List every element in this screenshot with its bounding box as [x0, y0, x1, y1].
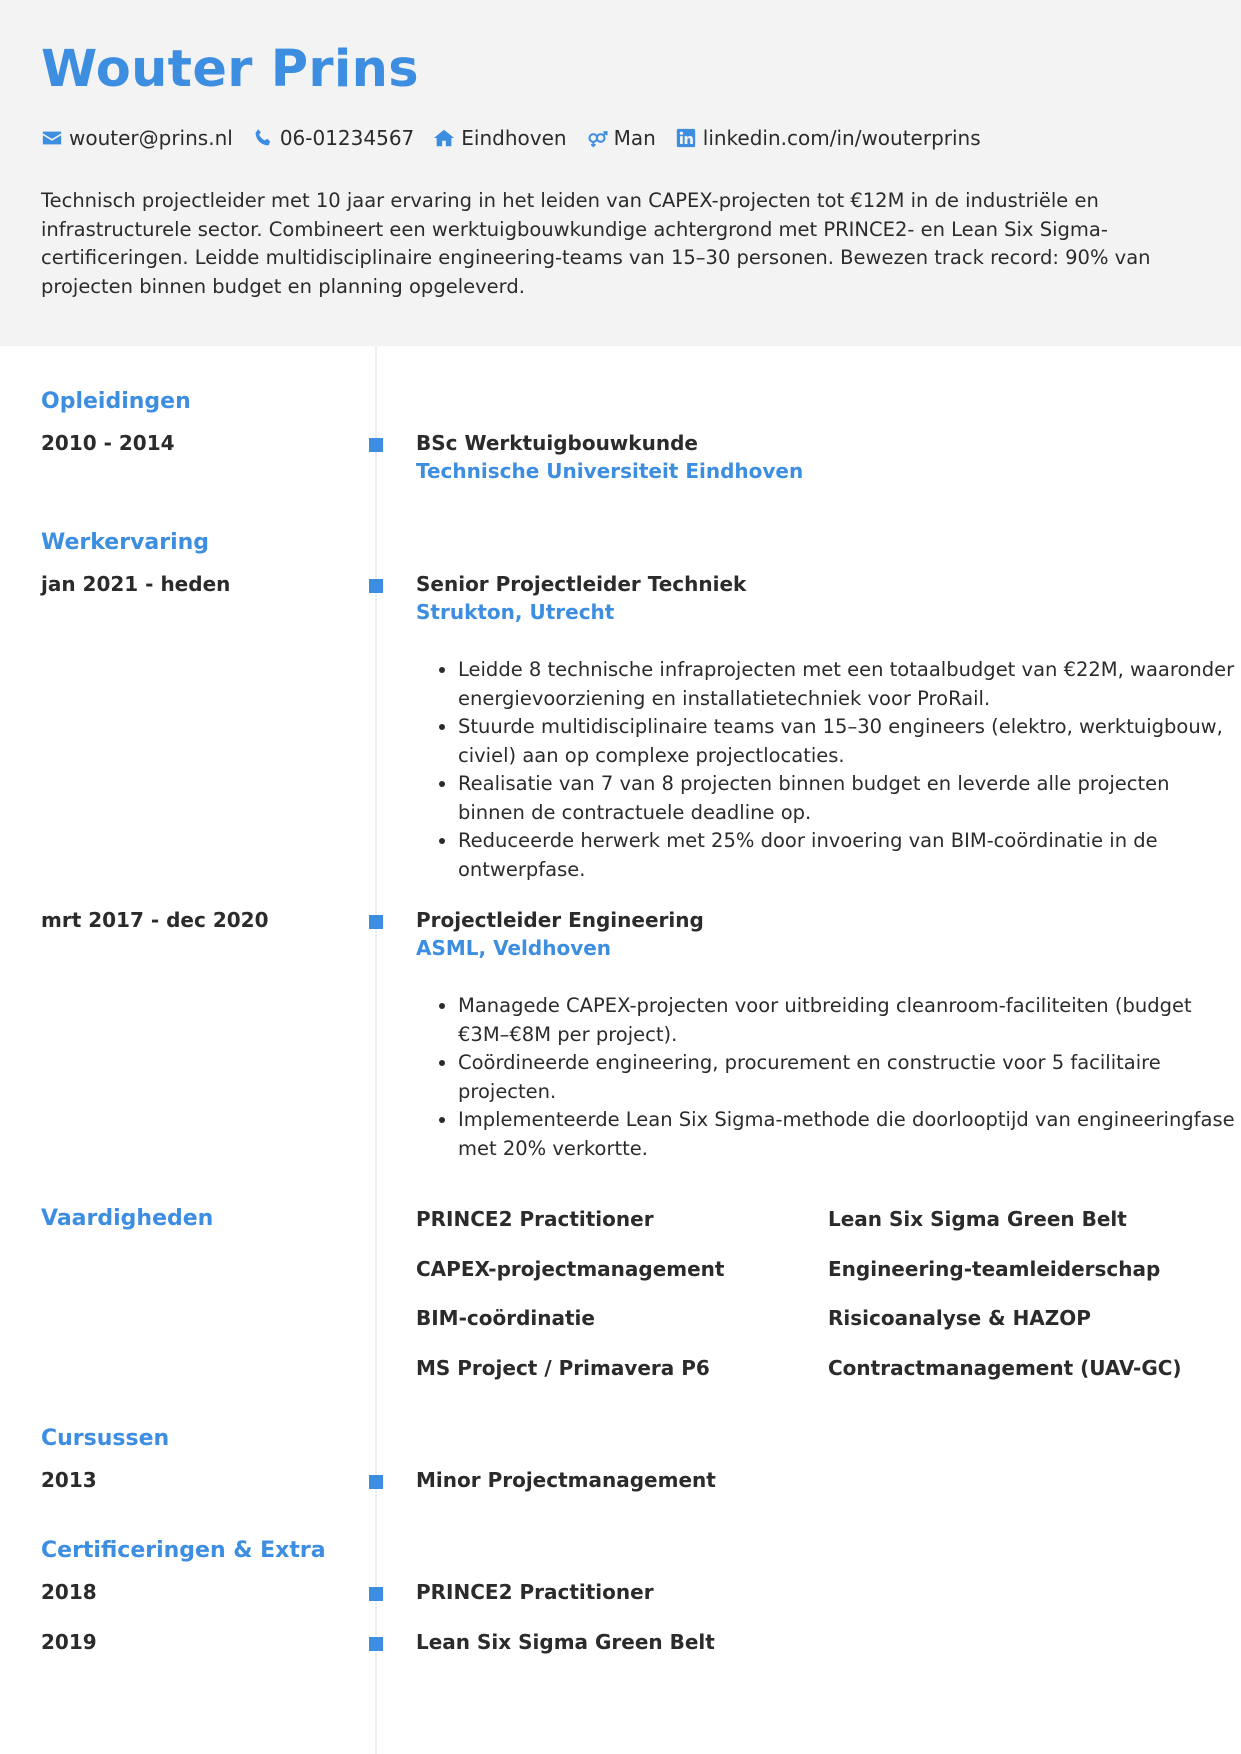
skill-item: MS Project / Primavera P6 [416, 1356, 710, 1380]
education-date: 2010 - 2014 [41, 431, 175, 455]
timeline-divider [375, 346, 377, 1754]
section-title-certifications: Certificeringen & Extra [41, 1538, 326, 1563]
timeline-marker [369, 579, 383, 593]
skill-item: CAPEX-projectmanagement [416, 1257, 725, 1281]
skill-item: Risicoanalyse & HAZOP [828, 1306, 1091, 1330]
profile-summary: Technisch projectleider met 10 jaar ervaring in het leiden van CAPEX-projecten tot €12M in de industriële en infrastructurele sector. Combineert een werktuigbouwkundige achtergrond met PRINCE2- en Lean Six Sigma-certificeringen. Leidde multidisciplinaire engineering-teams van 15–30 personen. Bewezen track record: 90% van projecten binnen budget en planning opgeleverd. [41, 189, 1151, 298]
contact-linkedin[interactable] [675, 126, 981, 150]
experience-bullets [416, 992, 1238, 1163]
experience-bullet: • Managede CAPEX-projecten voor uitbreiding cleanroom-faciliteiten (budget €3M–€8M per project). [458, 992, 1238, 1049]
certification-name: Lean Six Sigma Green Belt [416, 1630, 715, 1654]
experience-bullet: • Stuurde multidisciplinaire teams van 15–30 engineers (elektro, werktuigbouw, civiel) aan op complexe projectlocaties. [458, 713, 1238, 770]
contact-email-text: wouter@prins.nl [69, 126, 233, 150]
contact-location [433, 126, 566, 150]
experience-bullet: • Leidde 8 technische infraprojecten met een totaalbudget van €22M, waaronder energievoorziening en installatietechniek voor ProRail. [458, 656, 1238, 713]
skill-item: Lean Six Sigma Green Belt [828, 1207, 1127, 1231]
experience-bullet: • Realisatie van 7 van 8 projecten binnen budget en leverde alle projecten binnen de contractuele deadline op. [458, 770, 1238, 827]
header [0, 0, 1241, 346]
home-icon [433, 127, 455, 149]
timeline-marker [369, 915, 383, 929]
experience-role: Senior Projectleider Techniek [416, 572, 747, 596]
skill-item: Engineering-teamleiderschap [828, 1257, 1161, 1281]
experience-company: ASML, Veldhoven [416, 936, 612, 960]
timeline-marker [369, 1637, 383, 1651]
timeline-marker [369, 438, 383, 452]
contact-phone-text: 06-01234567 [279, 126, 415, 150]
experience-bullet: • Implementeerde Lean Six Sigma-methode die doorlooptijd van engineeringfase met 20% verkortte. [458, 1106, 1238, 1163]
experience-company: Strukton, Utrecht [416, 600, 615, 624]
skill-item: Contractmanagement (UAV-GC) [828, 1356, 1182, 1380]
experience-date: jan 2021 - heden [41, 572, 231, 596]
skill-item: BIM-coördinatie [416, 1306, 595, 1330]
experience-bullet: • Coördineerde engineering, procurement en constructie voor 5 facilitaire projecten. [458, 1049, 1238, 1106]
contact-location-text: Eindhoven [461, 126, 567, 150]
gender-icon [586, 127, 608, 149]
contact-linkedin-text: linkedin.com/in/wouterprins [702, 126, 981, 150]
skill-item: PRINCE2 Practitioner [416, 1207, 654, 1231]
timeline-marker [369, 1587, 383, 1601]
phone-icon [252, 127, 274, 149]
contact-email[interactable] [41, 126, 233, 150]
section-title-skills: Vaardigheden [41, 1206, 214, 1231]
contact-gender [586, 126, 656, 150]
candidate-name: Wouter Prins [41, 40, 419, 99]
experience-role: Projectleider Engineering [416, 908, 704, 932]
certification-date: 2018 [41, 1580, 97, 1604]
experience-bullet: • Reduceerde herwerk met 25% door invoering van BIM-coördinatie in de ontwerpfase. [458, 827, 1238, 884]
timeline-marker [369, 1475, 383, 1489]
envelope-icon [41, 127, 63, 149]
contact-bar [41, 126, 1000, 150]
education-school: Technische Universiteit Eindhoven [416, 459, 804, 483]
contact-phone[interactable] [252, 126, 414, 150]
linkedin-icon [675, 127, 697, 149]
course-name: Minor Projectmanagement [416, 1468, 716, 1492]
education-degree: BSc Werktuigbouwkunde [416, 431, 698, 455]
section-title-experience: Werkervaring [41, 530, 210, 555]
section-title-education: Opleidingen [41, 389, 191, 414]
experience-bullets [416, 656, 1238, 884]
certification-date: 2019 [41, 1630, 97, 1654]
course-date: 2013 [41, 1468, 97, 1492]
experience-date: mrt 2017 - dec 2020 [41, 908, 269, 932]
certification-name: PRINCE2 Practitioner [416, 1580, 654, 1604]
section-title-courses: Cursussen [41, 1426, 170, 1451]
contact-gender-text: Man [613, 126, 656, 150]
